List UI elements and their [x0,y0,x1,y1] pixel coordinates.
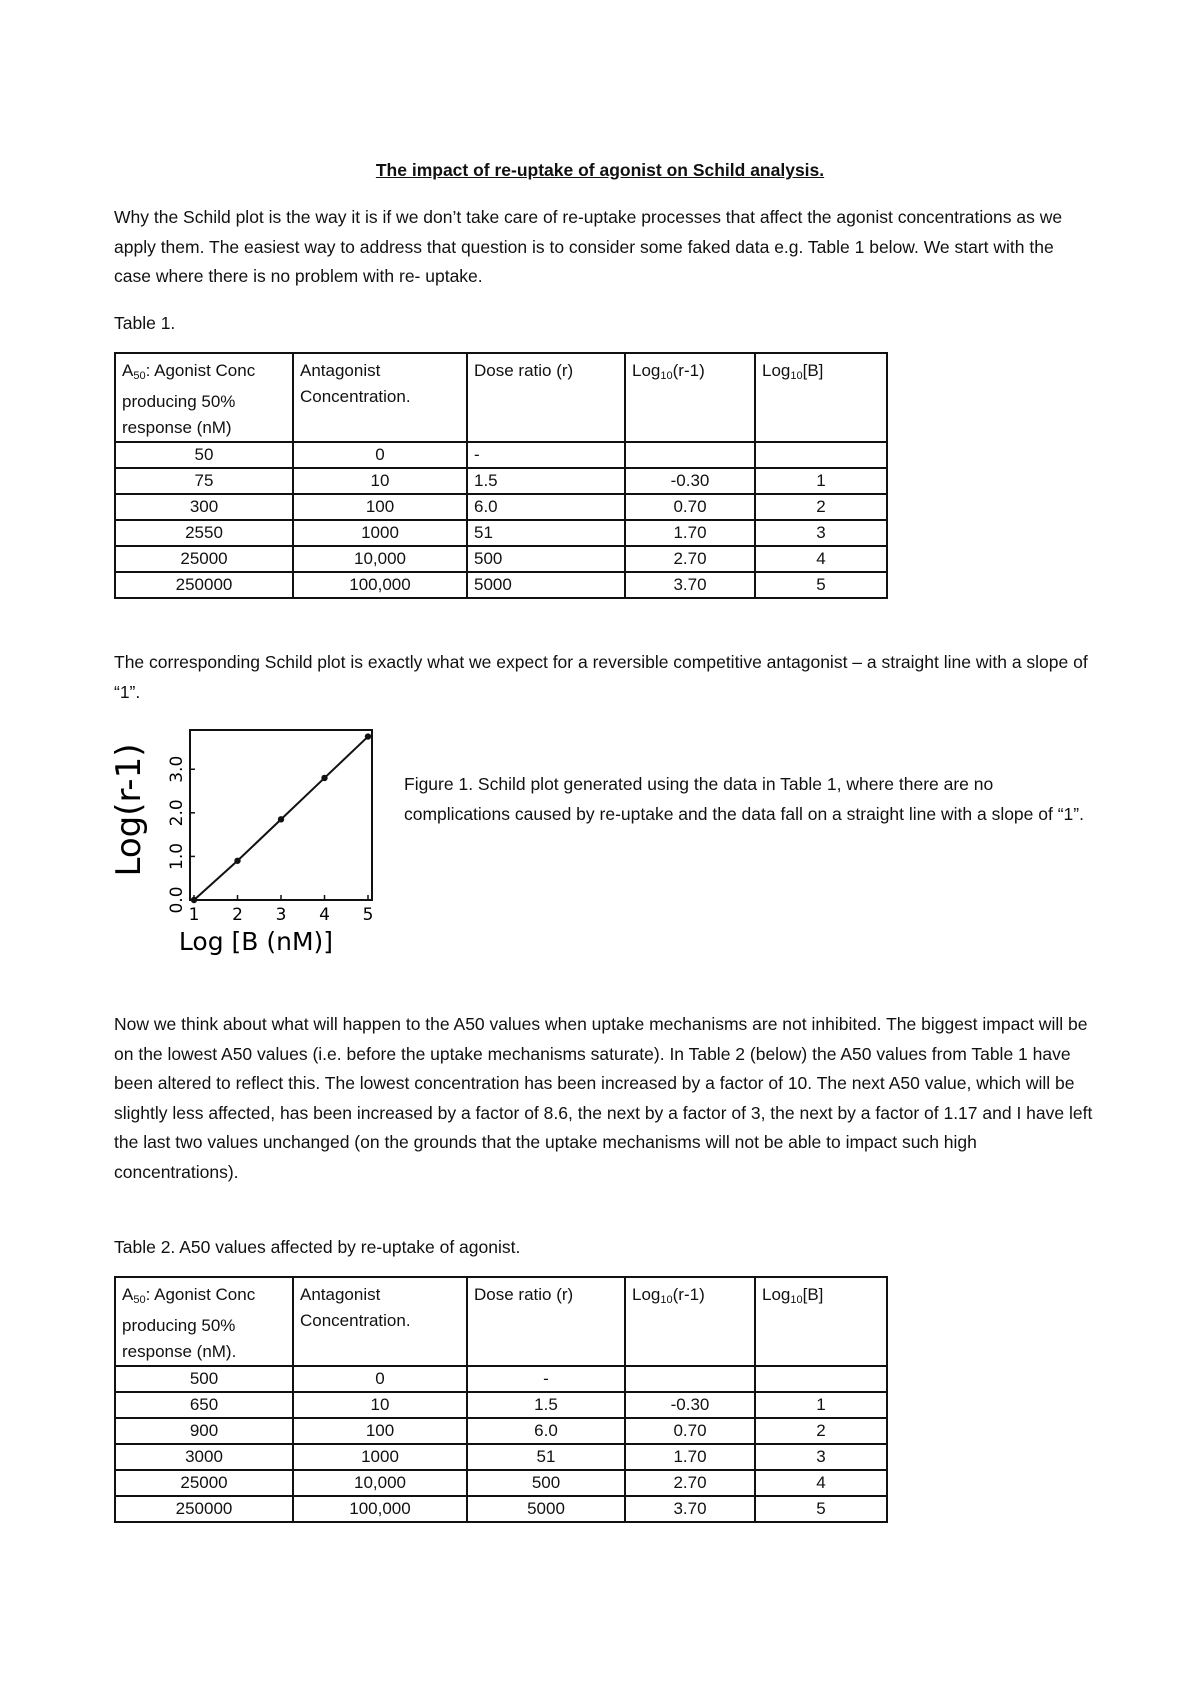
table-row [115,494,887,520]
table-cell: 100 [293,494,467,520]
y-axis-label: Log(r-1) [109,743,149,877]
table-cell: 0.70 [625,1418,755,1444]
header-log-r [625,1277,755,1366]
table-cell: 5 [755,1496,887,1522]
header-dose-ratio: Dose ratio (r) [467,1277,625,1366]
data-point [234,858,240,864]
header-log-r-rest: (r-1) [672,361,705,380]
y-tick-label: 2.0 [167,799,187,827]
table-cell: 1.5 [467,1392,625,1418]
table-cell: 6.0 [467,1418,625,1444]
table-cell: 2 [755,494,887,520]
table-cell: 6.0 [467,494,625,520]
table-cell: 2.70 [625,546,755,572]
table-row [115,1392,887,1418]
table-cell: 100,000 [293,1496,467,1522]
table-cell: 75 [115,468,293,494]
plot-frame [190,730,372,900]
table-cell [625,1366,755,1392]
table-cell: 100,000 [293,572,467,598]
x-tick-label: 1 [188,905,200,925]
table-cell [755,442,887,468]
table-cell: 0 [293,442,467,468]
header-antagonist: Antagonist Concentration. [293,1277,467,1366]
header-dose-ratio: Dose ratio (r) [467,353,625,442]
table-cell: 2.70 [625,1470,755,1496]
table-cell: 51 [467,520,625,546]
table-cell: 1.70 [625,520,755,546]
table-cell: - [467,442,625,468]
table-cell: - [467,1366,625,1392]
table-cell [755,1366,887,1392]
header-a50-rest: : Agonist Conc producing 50% response (nM). [122,1285,256,1361]
data-point [321,775,327,781]
table-cell: 10,000 [293,546,467,572]
table1-label: Table 1. [114,313,176,333]
header-antagonist: Antagonist Concentration. [293,353,467,442]
table-cell: 10 [293,1392,467,1418]
table-cell: 1000 [293,520,467,546]
header-log-b-sub: 10 [790,1294,803,1306]
y-tick-label: 0.0 [167,886,187,914]
table-cell: 5000 [467,1496,625,1522]
table-cell: 25000 [115,1470,293,1496]
table-cell: 2550 [115,520,293,546]
data-point [278,816,284,822]
schild-plot [108,720,408,970]
table-cell: 3 [755,1444,887,1470]
header-log-r [625,353,755,442]
table-cell: 4 [755,1470,887,1496]
table-cell: -0.30 [625,1392,755,1418]
table-cell: 500 [115,1366,293,1392]
header-log-r-prefix: Log [632,1285,661,1304]
table-cell: 1 [755,1392,887,1418]
table-row [115,1366,887,1392]
table-cell: 3.70 [625,1496,755,1522]
header-a50-sub: 50 [133,370,146,382]
x-tick-label: 3 [275,905,287,925]
table-row [115,572,887,598]
header-log-b-prefix: Log [762,361,791,380]
header-a50 [115,353,293,442]
table-cell: 5000 [467,572,625,598]
data-point [191,897,197,903]
table-row [115,1444,887,1470]
y-tick-label: 1.0 [167,842,187,870]
table-row [115,468,887,494]
table-cell: 1000 [293,1444,467,1470]
table-cell: 500 [467,1470,625,1496]
table-cell: 51 [467,1444,625,1470]
header-log-r-prefix: Log [632,361,661,380]
table-cell: 250000 [115,1496,293,1522]
table-row [115,442,887,468]
table-2 [114,1276,888,1523]
intro-paragraph: Why the Schild plot is the way it is if we don’t take care of re-uptake processes that affect the agonist concentrations as we apply them. The easiest way to address that question is to consider some faked data e.g. Table 1 below. We start with the case where there is no problem with re- uptake. [114,207,1063,286]
table-cell: 250000 [115,572,293,598]
table-row [115,520,887,546]
header-log-b [755,353,887,442]
table-cell: 3.70 [625,572,755,598]
header-log-b-prefix: Log [762,1285,791,1304]
table-cell: 300 [115,494,293,520]
header-log-r-sub: 10 [660,1294,673,1306]
table-cell: 2 [755,1418,887,1444]
y-tick-label: 3.0 [167,755,187,783]
uptake-paragraph: Now we think about what will happen to the A50 values when uptake mechanisms are not inhibited. The biggest impact will be on the lowest A50 values (i.e. before the uptake mechanisms saturate). In Table 2 (below) the A50 values from Table 1 have been altered to reflect this. The lowest concentration has been increased by a factor of 10. The next A50 value, which will be slightly less affected, has been increased by a factor of 8.6, the next by a factor of 3, the next by a factor of 1.17 and I have left the last two values unchanged (on the grounds that the uptake mechanisms will not be able to impact such high concentrations). [114,1014,1093,1182]
table-cell: 650 [115,1392,293,1418]
table-cell: 1.70 [625,1444,755,1470]
header-log-r-sub: 10 [660,370,673,382]
table-cell: 1.5 [467,468,625,494]
data-point [365,733,371,739]
figure-caption: Figure 1. Schild plot generated using the data in Table 1, where there are no complications caused by re-uptake and the data fall on a straight line with a slope of “1”. [404,774,1084,824]
header-a50 [115,1277,293,1366]
header-log-b-rest: [B] [802,361,824,380]
table-row [115,546,887,572]
schild-paragraph: The corresponding Schild plot is exactly what we expect for a reversible competitive antagonist – a straight line with a slope of “1”. [114,652,1088,702]
table2-label: Table 2. A50 values affected by re-uptake of agonist. [114,1237,521,1257]
table-row [115,1496,887,1522]
schild-plot-figure [108,720,408,970]
table-cell: 100 [293,1418,467,1444]
table-cell: -0.30 [625,468,755,494]
x-tick-label: 5 [362,905,374,925]
header-a50-prefix: A [122,1285,134,1304]
table-1 [114,352,888,599]
header-log-b [755,1277,887,1366]
table-row [115,1470,887,1496]
header-log-r-rest: (r-1) [672,1285,705,1304]
table-cell: 500 [467,546,625,572]
table-cell: 3000 [115,1444,293,1470]
table-cell: 4 [755,546,887,572]
header-a50-sub: 50 [133,1294,146,1306]
table-cell: 900 [115,1418,293,1444]
header-a50-prefix: A [122,361,134,380]
table-header-row [115,1277,887,1366]
table-cell: 50 [115,442,293,468]
table-cell [625,442,755,468]
table-cell: 25000 [115,546,293,572]
table-row [115,1418,887,1444]
header-a50-rest: : Agonist Conc producing 50% response (nM) [122,361,256,437]
table-header-row [115,353,887,442]
header-log-b-sub: 10 [790,370,803,382]
table-cell: 0.70 [625,494,755,520]
table-cell: 10,000 [293,1470,467,1496]
x-tick-label: 2 [232,905,243,925]
x-axis-label: Log [B (nM)] [178,927,334,956]
table-cell: 0 [293,1366,467,1392]
x-tick-label: 4 [319,905,330,925]
header-log-b-rest: [B] [802,1285,824,1304]
table-cell: 5 [755,572,887,598]
page-title: The impact of re-uptake of agonist on Schild analysis. [375,160,825,180]
table-cell: 3 [755,520,887,546]
table-cell: 1 [755,468,887,494]
table-cell: 10 [293,468,467,494]
